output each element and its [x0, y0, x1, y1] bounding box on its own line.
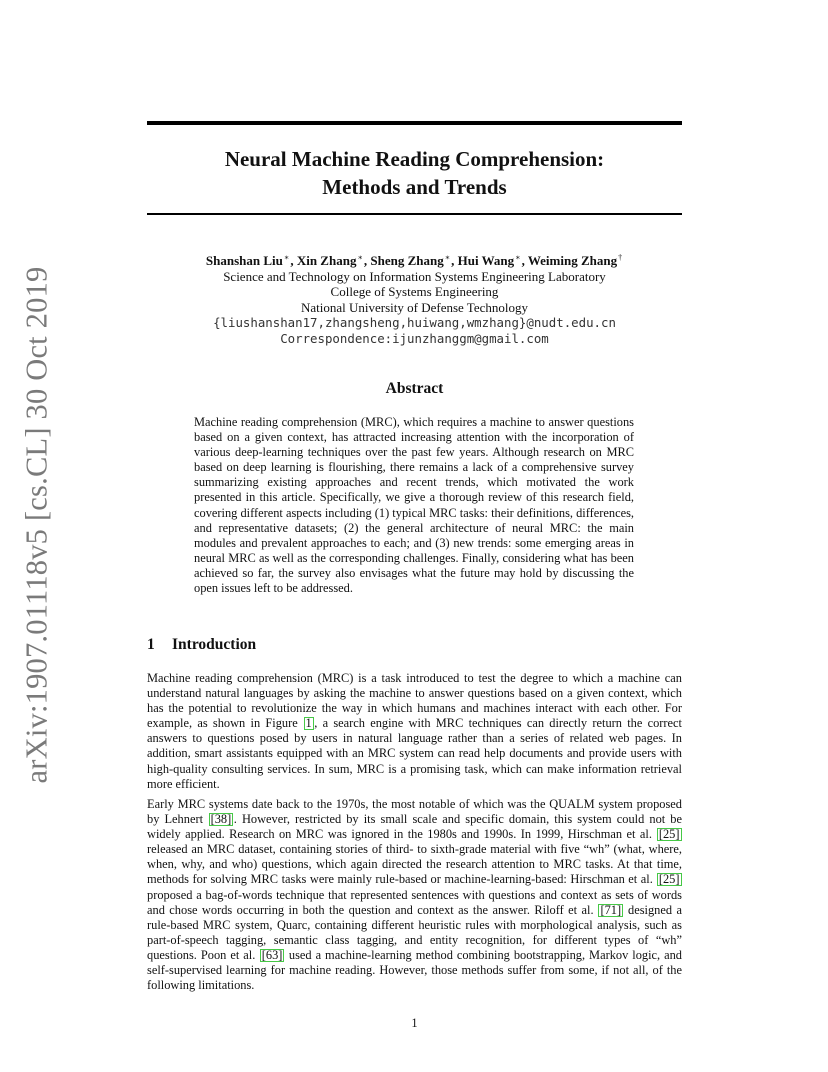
title-line-1: Neural Machine Reading Comprehension:	[224, 147, 605, 171]
section-heading	[147, 636, 256, 654]
author-name: Hui Wang	[457, 253, 515, 268]
author-mark: †	[618, 253, 623, 262]
correspondence-email: Correspondence:ijunzhanggm@gmail.com	[280, 330, 549, 346]
author-block	[147, 250, 682, 347]
section-number: 1	[147, 636, 155, 653]
author-mark: ∗	[444, 253, 451, 262]
author-names: Shanshan Liu∗, Xin Zhang∗, Sheng Zhang∗, Hui Wang∗, Weiming Zhang†	[205, 253, 623, 268]
paragraph-text: Machine reading comprehension (MRC) is a task introduced to test the degree to which a machine can understand natural languages by asking the machine to answer questions based on a given context, which has the potential to revolutionize the way in which humans and machines interact with each other. For example, as shown in Figure	[147, 671, 682, 731]
author-name: Sheng Zhang	[370, 253, 444, 268]
author-mark: ∗	[357, 253, 363, 262]
page-number: 1	[411, 1016, 418, 1030]
citation-link[interactable]: [25]	[658, 872, 680, 887]
section-title: Introduction	[172, 636, 257, 653]
author-mark: ∗	[283, 253, 290, 262]
title-top-rule	[147, 121, 682, 125]
paragraph-text: Early MRC systems date back to the 1970s, the most notable of which was the QUALM system proposed by Lehnert	[147, 797, 682, 827]
paragraph-text: proposed a bag-of-words technique that represented sentences with questions and context as sets of words and chose words occurring in both the question and context as the answer. Riloff et al.	[147, 887, 682, 917]
figure-reference-link[interactable]: 1	[305, 716, 312, 731]
author-name: Shanshan Liu	[205, 253, 283, 268]
paragraph-text: designed a rule-based MRC system, Quarc, containing different heuristic rules with morphological analysis, such as part-of-speech tagging, semantic class tagging, and entity recognition, for different types of “wh” questions. Poon et al.	[147, 902, 682, 962]
author-name: Weiming Zhang	[527, 253, 618, 268]
affiliation-line: College of Systems Engineering	[330, 284, 499, 300]
paragraph-text: used a machine-learning method combining bootstrapping, Markov logic, and self-supervised learning for machine reading. However, those methods suffer from some, if not all, of the following limitations.	[147, 947, 682, 993]
intro-paragraph-1	[147, 671, 682, 792]
affiliation-line: Science and Technology on Information Systems Engineering Laboratory	[223, 268, 606, 284]
title-line-2: Methods and Trends	[322, 175, 507, 199]
author-name: Xin Zhang	[296, 253, 357, 268]
abstract-text: Machine reading comprehension (MRC), which requires a machine to answer questions based on a given context, has attracted increasing attention with the incorporation of various deep-learning techniques over the past few years. Although research on MRC based on deep learning is flourishing, there remains a lack of a comprehensive survey summarizing existing approaches and recent trends, which motivated the work presented in this article. Specifically, we give a thorough review of this research field, covering different aspects including (1) typical MRC tasks: their definitions, differences, and representative datasets; (2) the general architecture of neural MRC: the main modules and prevalent approaches to each; and (3) new trends: some emerging areas in neural MRC as well as the corresponding challenges. Finally, considering what has been achieved so far, the survey also envisages what the future may hold by discussing the open issues left to be addressed.	[194, 415, 634, 596]
citation-link[interactable]: [25]	[658, 827, 680, 842]
paragraph-text: . However, restricted by its small scale and specific domain, this system could not be widely applied. Research on MRC was ignored in the 1980s and 1990s. In 1999, Hirschman et al.	[147, 812, 682, 842]
paper-title	[147, 145, 682, 201]
paragraph-text: released an MRC dataset, containing stories of third- to sixth-grade material with five “wh” (what, where, when, why, and who) questions, which again directed the research attention to MRC tasks. At that time, methods for solving MRC tasks were mainly rule-based or machine-learning-based: Hirschman et al.	[147, 842, 682, 887]
intro-paragraph-2	[147, 797, 682, 993]
author-mark: ∗	[515, 253, 521, 262]
citation-link[interactable]: [71]	[600, 902, 622, 917]
citation-link[interactable]: [38]	[210, 812, 232, 827]
arxiv-id-text: arXiv:1907.01118v5 [cs.CL] 30 Oct 2019	[19, 266, 54, 784]
author-emails: {liushanshan17,zhangsheng,huiwang,wmzhang}@nudt.edu.cn	[213, 315, 616, 331]
abstract-heading: Abstract	[385, 380, 444, 397]
title-bottom-rule	[147, 213, 682, 215]
paragraph-text: , a search engine with MRC techniques can directly return the correct answers to questions posed by users in natural language rather than a series of related web pages. In addition, smart assistants equipped with an MRC system can read help documents and provide users with high-quality consulting services. In sum, MRC is a promising task, which can make information retrieval more efficient.	[147, 716, 682, 791]
affiliation-line: National University of Defense Technology	[300, 299, 528, 315]
citation-link[interactable]: [63]	[261, 947, 283, 962]
arxiv-side-identifier	[12, 266, 62, 784]
